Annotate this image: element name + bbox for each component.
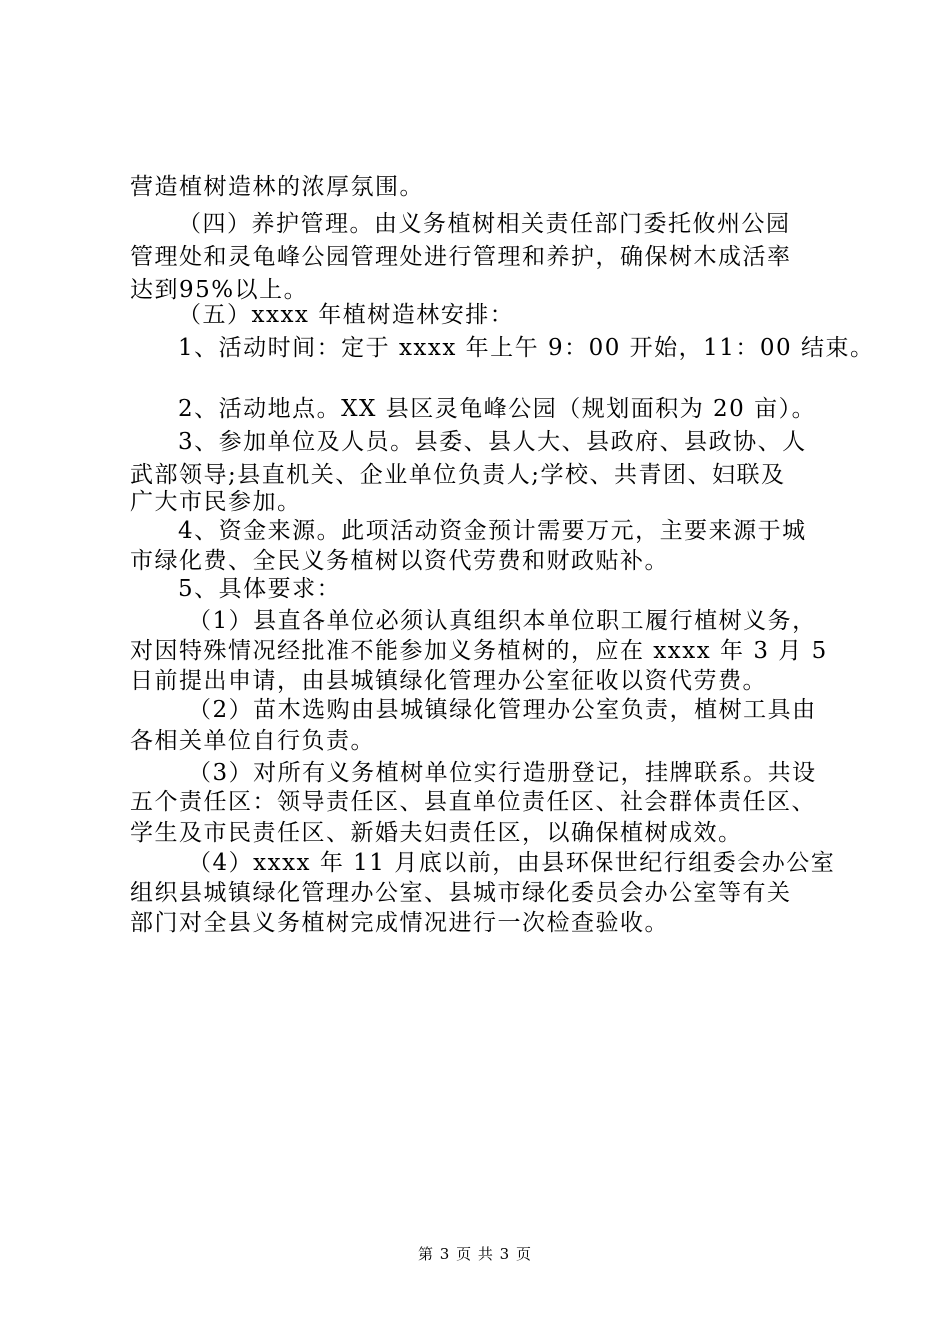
text-line: 日前提出申请，由县城镇绿化管理办公室征收以资代劳费。 [130, 668, 767, 694]
text-line: 武部领导;县直机关、企业单位负责人;学校、共青团、妇联及 [130, 462, 786, 488]
section-5-heading: （五）xxxx 年植树造林安排： [178, 302, 515, 328]
text-line: 部门对全县义务植树完成情况进行一次检查验收。 [130, 910, 669, 936]
text-line: 五个责任区：领导责任区、县直单位责任区、社会群体责任区、 [130, 789, 816, 815]
item-4-funding: 4、资金来源。此项活动资金预计需要万元，主要来源于城 [178, 518, 807, 544]
requirement-1: （1）县直各单位必须认真组织本单位职工履行植树义务， [188, 608, 817, 634]
requirement-4: （4）xxxx 年 11 月底以前，由县环保世纪行组委会办公室 [188, 850, 836, 876]
text-line: 组织县城镇绿化管理办公室、县城市绿化委员会办公室等有关 [130, 880, 792, 906]
text-line: 对因特殊情况经批准不能参加义务植树的，应在 xxxx 年 3 月 5 [130, 638, 828, 664]
text-line: 各相关单位自行负责。 [130, 728, 375, 754]
item-2-activity-place: 2、活动地点。XX 县区灵龟峰公园（规划面积为 20 亩）。 [178, 396, 817, 422]
item-3-participants: 3、参加单位及人员。县委、县人大、县政府、县政协、人 [178, 429, 807, 455]
text-line: 广大市民参加。 [130, 489, 302, 515]
text-line: 市绿化费、全民义务植树以资代劳费和财政贴补。 [130, 548, 669, 574]
page-footer: 第 3 页 共 3 页 [418, 1245, 532, 1263]
item-1-activity-time: 1、活动时间：定于 xxxx 年上午 9：00 开始，11：00 结束。 [178, 335, 875, 361]
requirement-3: （3）对所有义务植树单位实行造册登记，挂牌联系。共设 [188, 760, 817, 786]
requirement-2: （2）苗木选购由县城镇绿化管理办公室负责，植树工具由 [188, 697, 817, 723]
text-line-continuation: 营造植树造林的浓厚氛围。 [130, 174, 424, 200]
text-line: 达到95%以上。 [130, 277, 309, 303]
item-5-requirements: 5、具体要求： [178, 576, 342, 602]
text-line: 管理处和灵龟峰公园管理处进行管理和养护，确保树木成活率 [130, 244, 792, 270]
text-line: 学生及市民责任区、新婚夫妇责任区，以确保植树成效。 [130, 820, 743, 846]
section-4-heading: （四）养护管理。由义务植树相关责任部门委托攸州公园 [178, 211, 791, 237]
